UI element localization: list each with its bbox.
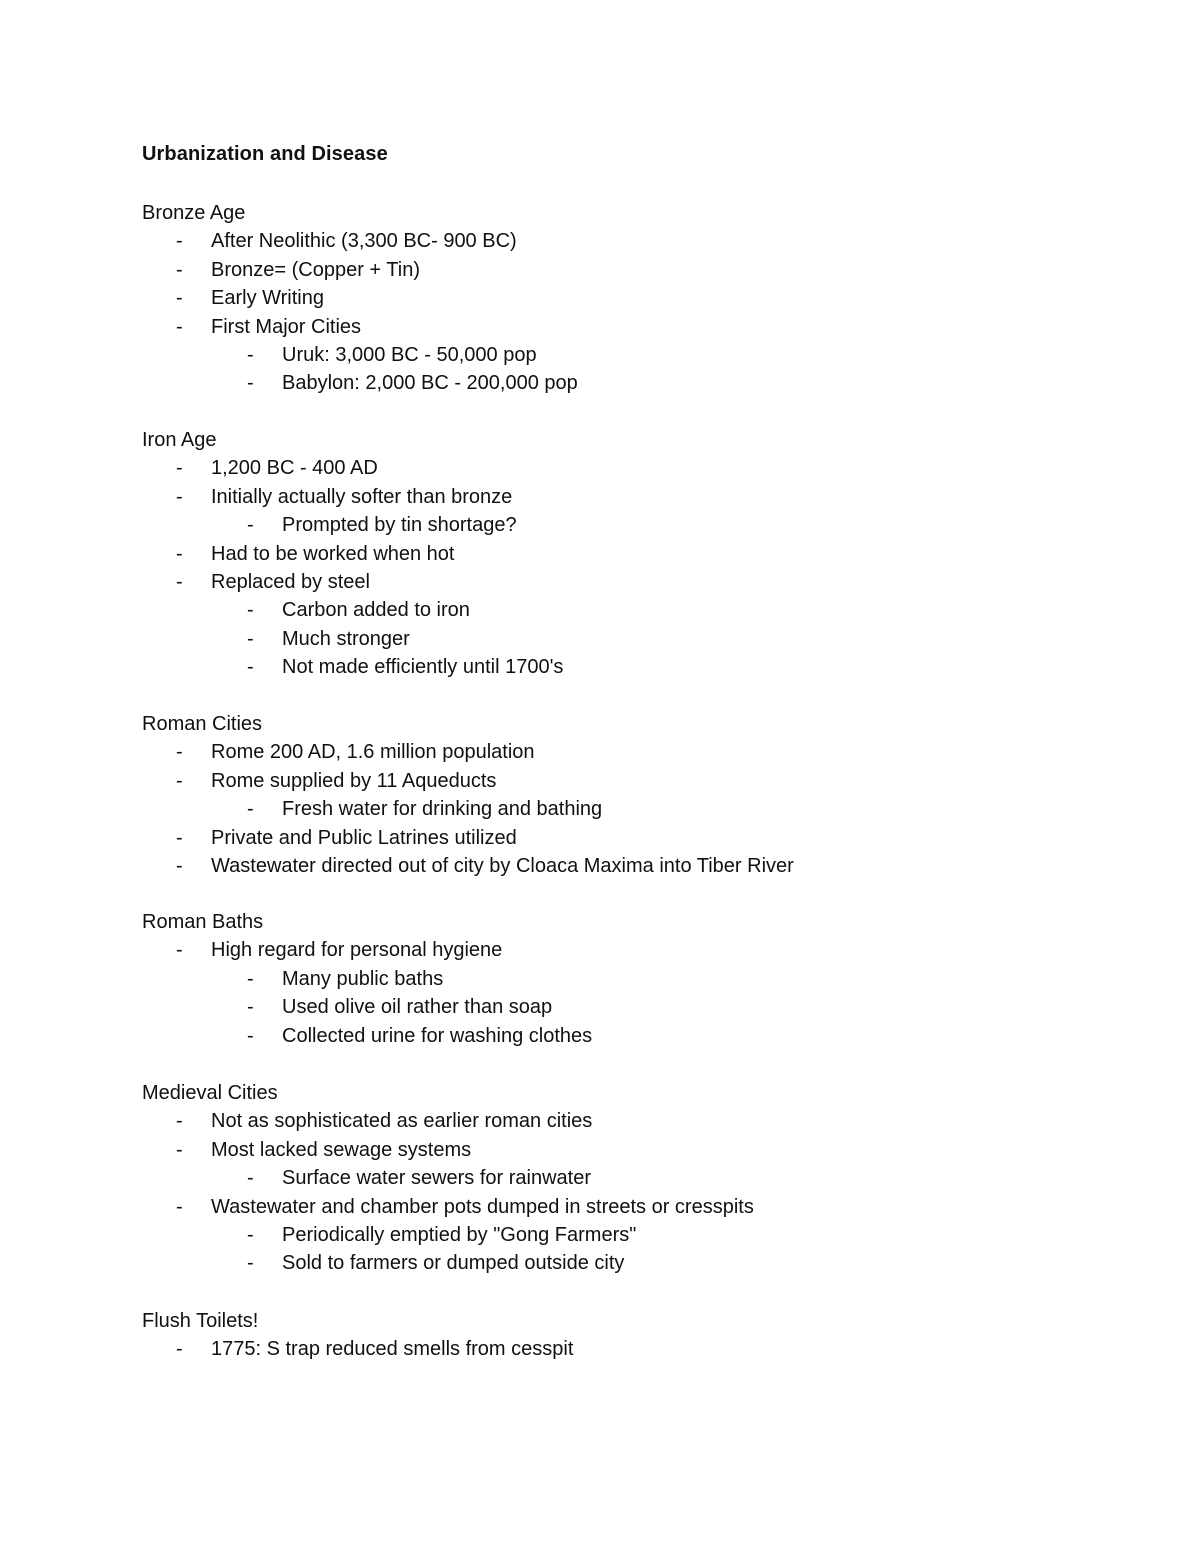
list-item-text: Fresh water for drinking and bathing (282, 798, 603, 821)
list-item-text: Had to be worked when hot (211, 542, 455, 565)
list-item-text: Not made efficiently until 1700's (282, 656, 564, 679)
bullet-dash: - (247, 967, 254, 990)
list-item-text: High regard for personal hygiene (211, 939, 503, 962)
list-item-text: Private and Public Latrines utilized (211, 826, 517, 849)
bullet-dash: - (176, 741, 183, 764)
list-item (142, 568, 1142, 596)
bullet-dash: - (247, 343, 254, 366)
bullet-dash: - (176, 542, 183, 565)
list-item-text: Rome 200 AD, 1.6 million population (211, 741, 535, 764)
section-heading: Medieval Cities (142, 1082, 278, 1104)
list-item (142, 1335, 1142, 1363)
section-2 (142, 710, 1142, 880)
bullet-dash: - (176, 826, 183, 849)
list-item (142, 795, 1142, 823)
bullet-dash: - (176, 457, 183, 480)
list-item-text: Early Writing (211, 287, 324, 310)
list-item (142, 369, 1142, 397)
bullet-dash: - (176, 854, 183, 877)
list-item-text: Most lacked sewage systems (211, 1138, 472, 1161)
section-heading: Flush Toilets! (142, 1310, 259, 1332)
bullet-dash: - (176, 287, 183, 310)
section-5 (142, 1307, 1142, 1364)
bullet-dash: - (176, 570, 183, 593)
list-item (142, 965, 1142, 993)
list-item-text: Wastewater directed out of city by Cloaca Maxima into Tiber River (211, 854, 794, 877)
list-item-text: Not as sophisticated as earlier roman cities (211, 1110, 593, 1133)
bullet-dash: - (247, 1167, 254, 1190)
list-item-text: Surface water sewers for rainwater (282, 1167, 592, 1190)
list-item-text: Uruk: 3,000 BC - 50,000 pop (282, 343, 537, 366)
list-item-text: 1,200 BC - 400 AD (211, 457, 378, 480)
list-item (142, 653, 1142, 681)
list-item (142, 1022, 1142, 1050)
list-item (142, 1193, 1142, 1221)
bullet-dash: - (176, 1338, 183, 1361)
list-item (142, 284, 1142, 312)
bullet-dash: - (247, 996, 254, 1019)
list-item-text: First Major Cities (211, 315, 362, 338)
list-item (142, 1249, 1142, 1277)
list-item-text: Sold to farmers or dumped outside city (282, 1252, 625, 1275)
list-item (142, 1164, 1142, 1192)
list-item-text: Rome supplied by 11 Aqueducts (211, 769, 497, 792)
list-item (142, 596, 1142, 624)
list-item-text: Used olive oil rather than soap (282, 996, 553, 1019)
section-1 (142, 426, 1142, 682)
list-item (142, 483, 1142, 511)
list-item-text: Replaced by steel (211, 570, 370, 593)
list-item-text: Prompted by tin shortage? (282, 514, 517, 537)
list-item (142, 313, 1142, 341)
bullet-dash: - (247, 656, 254, 679)
list-item (142, 738, 1142, 766)
section-heading: Iron Age (142, 429, 217, 451)
bullet-dash: - (176, 1195, 183, 1218)
document-title: Urbanization and Disease (142, 143, 388, 165)
list-item (142, 540, 1142, 568)
section-heading: Bronze Age (142, 202, 246, 224)
list-item-text: Initially actually softer than bronze (211, 485, 513, 508)
list-item (142, 1107, 1142, 1135)
bullet-dash: - (176, 230, 183, 253)
section-heading: Roman Baths (142, 911, 264, 933)
bullet-dash: - (176, 769, 183, 792)
list-item-text: Many public baths (282, 967, 444, 990)
list-item-text: Collected urine for washing clothes (282, 1024, 593, 1047)
bullet-dash: - (247, 1223, 254, 1246)
list-item (142, 454, 1142, 482)
list-item (142, 852, 1142, 880)
list-item-text: Wastewater and chamber pots dumped in streets or cresspits (211, 1195, 754, 1218)
section-0 (142, 199, 1142, 398)
section-4 (142, 1079, 1142, 1278)
list-item (142, 511, 1142, 539)
list-item-text: Bronze= (Copper + Tin) (211, 258, 420, 281)
section-heading: Roman Cities (142, 713, 263, 735)
list-item-text: Much stronger (282, 627, 410, 650)
bullet-dash: - (247, 627, 254, 650)
list-item-text: Carbon added to iron (282, 599, 470, 622)
list-item (142, 993, 1142, 1021)
bullet-dash: - (247, 1252, 254, 1275)
bullet-dash: - (176, 1138, 183, 1161)
bullet-dash: - (176, 315, 183, 338)
list-item (142, 227, 1142, 255)
list-item-text: After Neolithic (3,300 BC- 900 BC) (211, 230, 517, 253)
section-3 (142, 908, 1142, 1050)
list-item (142, 1221, 1142, 1249)
bullet-dash: - (176, 1110, 183, 1133)
list-item (142, 936, 1142, 964)
bullet-dash: - (176, 485, 183, 508)
list-item (142, 1136, 1142, 1164)
bullet-dash: - (247, 798, 254, 821)
list-item (142, 767, 1142, 795)
list-item-text: Babylon: 2,000 BC - 200,000 pop (282, 372, 578, 395)
bullet-dash: - (247, 514, 254, 537)
list-item-text: 1775: S trap reduced smells from cesspit (211, 1338, 574, 1361)
bullet-dash: - (247, 1024, 254, 1047)
bullet-dash: - (176, 258, 183, 281)
list-item (142, 625, 1142, 653)
bullet-dash: - (247, 372, 254, 395)
bullet-dash: - (247, 599, 254, 622)
list-item (142, 256, 1142, 284)
bullet-dash: - (176, 939, 183, 962)
list-item (142, 824, 1142, 852)
list-item-text: Periodically emptied by "Gong Farmers" (282, 1223, 637, 1246)
list-item (142, 341, 1142, 369)
